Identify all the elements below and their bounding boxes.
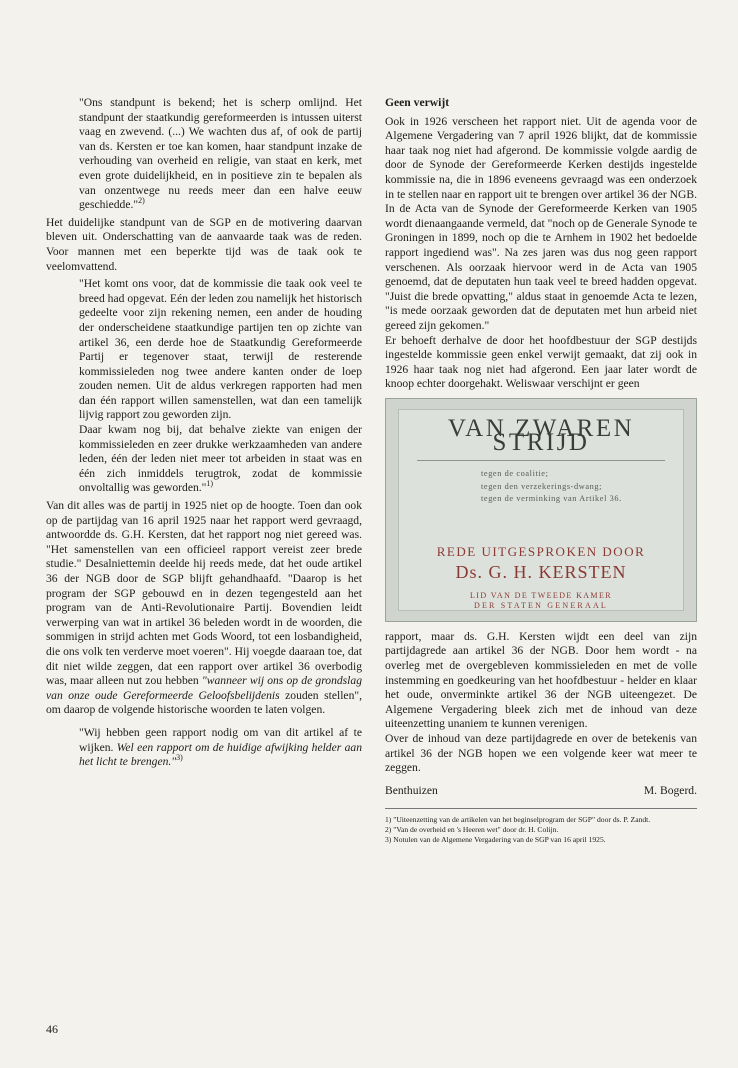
footnote: 1) "Uiteenzetting van de artikelen van het beginselprogram der SGP" door ds. P. Zandt. [385,815,651,825]
section-heading: Geen verwijt [385,96,450,109]
pamphlet-author: Ds. G. H. KERSTEN [455,561,627,582]
paragraph-verwijt: Er behoeft derhalve de door het hoofdbestuur der SGP destijds ingestelde kommissie geen enkel verwijt gemaakt, dat zij ook in 1926 haar taak nog niet had afgerond. Een jaar later wordt de knoop echter doorgehakt. Weliswaar verschijnt er geen [385,333,697,391]
footnote-ref-3[interactable]: 3) [176,753,183,763]
pamphlet-cover [398,409,684,611]
pamphlet-subtitle: tegen de verminking van Artikel 36. [481,494,622,504]
pamphlet-office: LID VAN DE TWEEDE KAMER [470,590,612,600]
pamphlet-image [385,398,697,622]
paragraph-standpunt: Het duidelijke standpunt van de SGP en de motivering daarvan bleven uit. Onderschatting van de aanvaarde taak was de reden. Voor mannen met een beperkte tijd was de taak ook te veelomvattend. [46,215,362,273]
paragraph-inhoud: Over de inhoud van deze partijdagrede en over de betekenis van artikel 36 der NGB hopen we een volgende keer wat meer te zeggen. [385,732,697,775]
left-column [46,96,362,770]
pamphlet-title: VAN ZWAREN STRIJD [447,414,635,457]
quote-colijn: "Ons standpunt is bekend; het is scherp omlijnd. Het standpunt der staatkundig gereformeerden is intussen uiterst vaag en zwevend. (...) We wachten dus af, of ook de partij van ds. Kersten er toe kan komen, haar standpunt inzake de verhouding van overheid en religie, van staat en kerk, met even grote duidelijkheid, en in positieve zin te bepalen als van onzentwege nu reeds meer dan een halve eeuw geschiedde."$^{2)}$ [79,96,362,212]
footnote: 2) "Van de overheid en 's Heeren wet" door dr. H. Colijn. [385,825,559,835]
signature-author: M. Bogerd. [643,783,697,797]
footnote-divider [385,808,697,809]
pamphlet-office: DER STATEN GENERAAL [473,600,609,610]
quote-kommissie-cont: Daar kwam nog bij, dat behalve ziekte van enigen der kommissieleden en zeer drukke werkzaamheden van andere leden, één der leden niet meer tot arbeiden in staat was en één zich inmiddels terugtrok, zodat de kommissie onvoltallig was geworden."$^{1)}$ [79,423,362,495]
footnote-ref-1[interactable]: 1) [206,479,214,489]
paragraph-rapport: rapport, maar ds. G.H. Kersten wijdt een deel van zijn partijdagrede aan artikel 36 der NGB. Door hem wordt - na overleg met de overgebleven kommissieleden en met de volle instemming en goedkeuring van het hoofdbestuur - helder en klaar het oude, onverminkte artikel 36 der NGB uiteengezet. De Algemene Vergadering bleek zich met de inhoud van deze uiteenzetting unaniem te kunnen verenigen. [385,629,697,731]
paragraph-1926: Ook in 1926 verscheen het rapport niet. Uit de agenda voor de Algemene Vergadering van 7 april 1926 blijkt, dat de kommissie haar taak nog niet had afgerond. De kommissie volgde aardig de door de Synode der Gereformeerde Kerken destijds ingestelde kommissie na, die in 1896 eveneens gevraagd was een onderzoek in te stellen naar en rapport uit te brengen over artikel 36 der NGB. In de Acta van de Synode der Gereformeerde Kerken van 1905 wordt dienaangaande vermeld, dat "noch op de Generale Synode te Groningen in 1899, noch op die te Arnhem in 1902 het bedoelde rapport ingediend was". Na zes jaren was dus nog geen rapport verschenen. Als oorzaak hiervoor werd in de Acta van 1905 genoemd, dat de deputaten hun taak veel te breed hadden opgevat. "Juist die brede opvatting," aldus staat in genoemde Acta te lezen, "is mede oorzaak geworden dat de deputaten met hun arbeid niet gereed zijn gekomen." [385,114,697,332]
pamphlet-subtitle: tegen den verzekerings-dwang; [481,481,603,491]
quote-rapport: "Wij hebben geen rapport nodig om van dit artikel af te wijken. Wel een rapport om de huidige afwijking helder aan het licht te brengen."$^{3)}$ [79,725,362,769]
footnote: 3) Notulen van de Algemene Vergadering van de SGP van 16 april 1925. [385,835,606,845]
pamphlet-subtitle: tegen de coalitie; [481,468,549,478]
footnote-ref-2[interactable]: 2) [138,196,145,206]
quote-kommissie: "Het komt ons voor, dat de kommissie die taak ook veel te breed had opgevat. Eén der leden zou namelijk het historisch gedeelte voor zijn rekening nemen, een ander de houding der onderscheidene staatkundige partijen ten op zichte van artikel 36, een derde hoe de Staatkundig Gereformeerde Partij er tegenover staat, terwijl de resterende kommissieleden nog twee andere kanten onder de loep zouden nemen. Uit de aldus verkregen rapporten had men dan één rapport willen samenstellen, wat dan een tamelijk lijvig rapport zou geworden zijn. [79,277,362,422]
page-number: 46 [46,1022,58,1036]
signature-line [385,784,697,799]
pamphlet-divider [417,460,665,461]
signature-place: Benthuizen [385,783,438,797]
paragraph-partijdag: Van dit alles was de partij in 1925 niet op de hoogte. Toen dan ook op de partijdag van 16 april 1925 naar het rapport werd gevraagd, antwoordde ds. G.H. Kersten, dat het rapport nog niet gereed was. "Het samenstellen van een officieel rapport vereist zeer brede studie." Desalniettemin deelde hij reeds mede, dat het oude artikel 36 der NGB door de SGP blijft gehandhaafd. "Daarop is het program der SGP gebouwd en in dezen tegengesteld aan het program van de Anti-Revolutionaire Partij. Bovendien leidt verwerping van wat in artikel 36 beleden wordt in de woorden, die sommigen in strijd achten met Gods Woord, tot een losbandigheid, die ons volk ten verderve moet voeren". Hij voegde daaraan toe, dat dit niet wilde zeggen, dat een rapport over artikel 36 overbodig was, maar alleen nut zou hebben "wanneer wij ons op de grondslag van onze oude Gereformeerde Geloofsbelijdenis zouden stellen", om daarop de volgende historische woorden te laten volgen. [46,499,362,717]
pamphlet-subtitles [481,468,622,506]
right-column [385,96,697,845]
pamphlet-speech-line: REDE UITGESPROKEN DOOR [436,543,646,559]
